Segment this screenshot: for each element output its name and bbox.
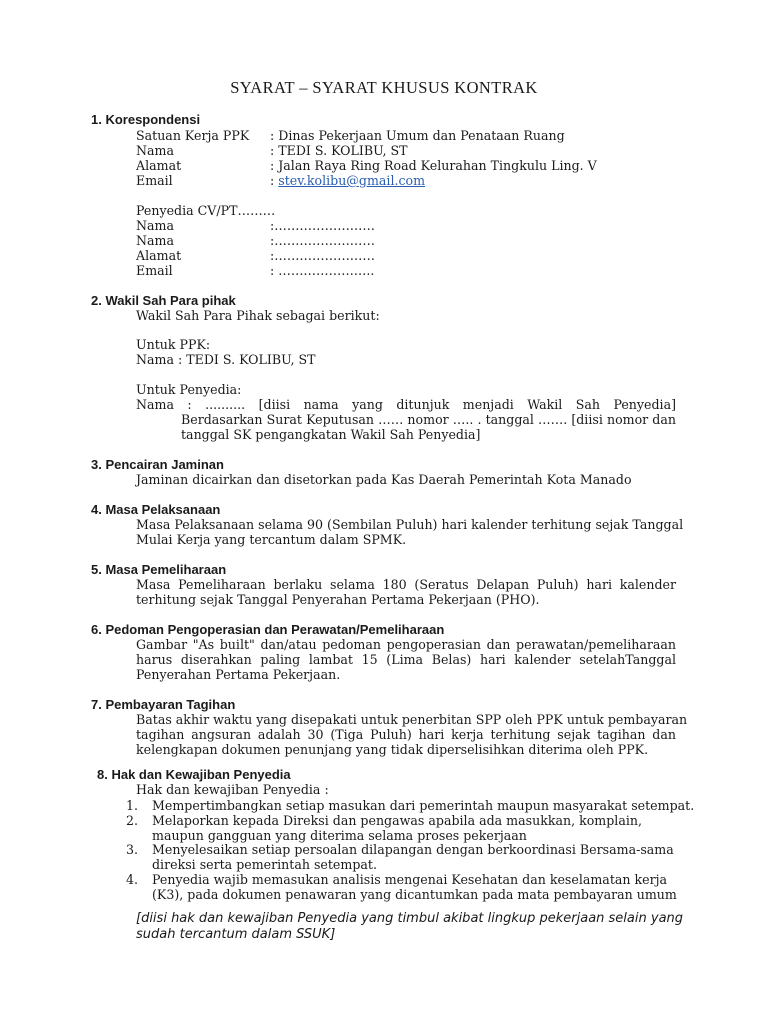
s5-line2: terhitung sejak Tanggal Penyerahan Pertama Pekerjaan (PHO). [136, 592, 540, 607]
ppk-nama-label: Nama [136, 143, 174, 158]
section-8-heading: 8. Hak dan Kewajiban Penyedia [97, 767, 291, 782]
s6-line3: Penyerahan Pertama Pekerjaan. [136, 667, 341, 682]
s8-item-4-text: Penyedia wajib memasukan analisis mengenai Kesehatan dan keselamatan kerja [152, 872, 668, 887]
s8-item-2-num: 2. [126, 813, 139, 828]
penyedia-alamat-label: Alamat [136, 248, 182, 263]
s8-intro: Hak dan kewajiban Penyedia : [136, 782, 329, 797]
s8-note-line1: [diisi hak dan kewajiban Penyedia yang timbul akibat lingkup pekerjaan selain yang [136, 911, 684, 926]
s5-line1: Masa Pemeliharaan berlaku selama 180 (Seratus Delapan Puluh) hari kalender [136, 577, 676, 592]
s8-item-3-text: Menyelesaikan setiap persoalan dilapangan dengan berkoordinasi Bersama-sama [152, 842, 674, 857]
section-6-heading: 6. Pedoman Pengoperasian dan Perawatan/Pemeliharaan [91, 622, 445, 637]
s2-penyedia-line2: Berdasarkan Surat Keputusan …… nomor ….. . tanggal ……. [diisi nomor dan [181, 412, 676, 427]
section-7-heading: 7. Pembayaran Tagihan [91, 697, 236, 712]
s2-ppk-nama: Nama : TEDI S. KOLIBU, ST [136, 352, 316, 367]
s6-line2: harus diserahkan paling lambat 15 (Lima Belas) hari kalender setelahTanggal [136, 652, 676, 667]
penyedia-email-label: Email [136, 263, 173, 278]
s2-ppk-title: Untuk PPK: [136, 337, 211, 352]
ppk-alamat-value: : Jalan Raya Ring Road Kelurahan Tingkulu Ling. V [270, 158, 597, 173]
penyedia-nama2-value: :…………………… [270, 233, 375, 248]
s2-penyedia-nama: Nama : .......... [diisi nama yang ditunjuk menjadi Wakil Sah Penyedia] [136, 397, 676, 412]
s8-item-1-text: Mempertimbangkan setiap masukan dari pemerintah maupun masyarakat setempat. [152, 798, 695, 813]
penyedia-alamat-value: :…………………… [270, 248, 375, 263]
s2-penyedia-title: Untuk Penyedia: [136, 382, 242, 397]
s8-item-3-num: 3. [126, 842, 139, 857]
s7-line3: kelengkapan dokumen penunjang yang tidak diperselisihkan diterima oleh PPK. [136, 742, 649, 757]
s6-line1: Gambar "As built" dan/atau pedoman pengoperasian dan perawatan/pemeliharaan [136, 637, 676, 652]
s8-item-4-num: 4. [126, 872, 139, 887]
document-title: SYARAT – SYARAT KHUSUS KONTRAK [230, 78, 538, 97]
section-3-heading: 3. Pencairan Jaminan [91, 457, 224, 472]
s8-item-1-num: 1. [126, 798, 139, 813]
penyedia-nama-value: :…………………… [270, 218, 375, 233]
ppk-email-link[interactable]: stev.kolibu@gmail.com [278, 173, 426, 188]
section-2-heading: 2. Wakil Sah Para pihak [91, 293, 236, 308]
s3-line1: Jaminan dicairkan dan disetorkan pada Kas Daerah Pemerintah Kota Manado [136, 472, 632, 487]
ppk-email-label: Email [136, 173, 173, 188]
s8-item-2-text: Melaporkan kepada Direksi dan pengawas apabila ada masukkan, komplain, [152, 813, 642, 828]
penyedia-email-value: : ………………….. [270, 263, 375, 278]
s4-line1: Masa Pelaksanaan selama 90 (Sembilan Puluh) hari kalender terhitung sejak Tanggal [136, 517, 684, 532]
section-5-heading: 5. Masa Pemeliharaan [91, 562, 227, 577]
ppk-satker-value: : Dinas Pekerjaan Umum dan Penataan Ruang [270, 128, 565, 143]
ppk-alamat-label: Alamat [136, 158, 182, 173]
s2-intro: Wakil Sah Para Pihak sebagai berikut: [136, 308, 380, 323]
s7-line2: tagihan angsuran adalah 30 (Tiga Puluh) hari kerja terhitung sejak tagihan dan [136, 727, 676, 742]
ppk-nama-value: : TEDI S. KOLIBU, ST [270, 143, 408, 158]
s8-note-line2: sudah tercantum dalam SSUK] [136, 927, 336, 942]
s2-penyedia-line3: tanggal SK pengangkatan Wakil Sah Penyedia] [181, 427, 481, 442]
ppk-email-colon: : [270, 173, 275, 188]
s8-item-3-text-cont: direksi serta pemerintah setempat. [152, 857, 377, 872]
penyedia-nama-label: Nama [136, 218, 174, 233]
section-1-heading: 1. Korespondensi [91, 112, 201, 127]
s7-line1: Batas akhir waktu yang disepakati untuk penerbitan SPP oleh PPK untuk pembayaran [136, 712, 688, 727]
ppk-satker-label: Satuan Kerja PPK [136, 128, 250, 143]
penyedia-nama2-label: Nama [136, 233, 174, 248]
s8-item-4-text-cont: (K3), pada dokumen penawaran yang dicantumkan pada mata pembayaran umum [152, 887, 677, 902]
ppk-email-value [270, 173, 425, 188]
penyedia-title: Penyedia CV/PT……… [136, 203, 276, 218]
s8-item-2-text-cont: maupun gangguan yang diterima selama proses pekerjaan [152, 828, 527, 843]
s4-line2: Mulai Kerja yang tercantum dalam SPMK. [136, 532, 407, 547]
section-4-heading: 4. Masa Pelaksanaan [91, 502, 221, 517]
